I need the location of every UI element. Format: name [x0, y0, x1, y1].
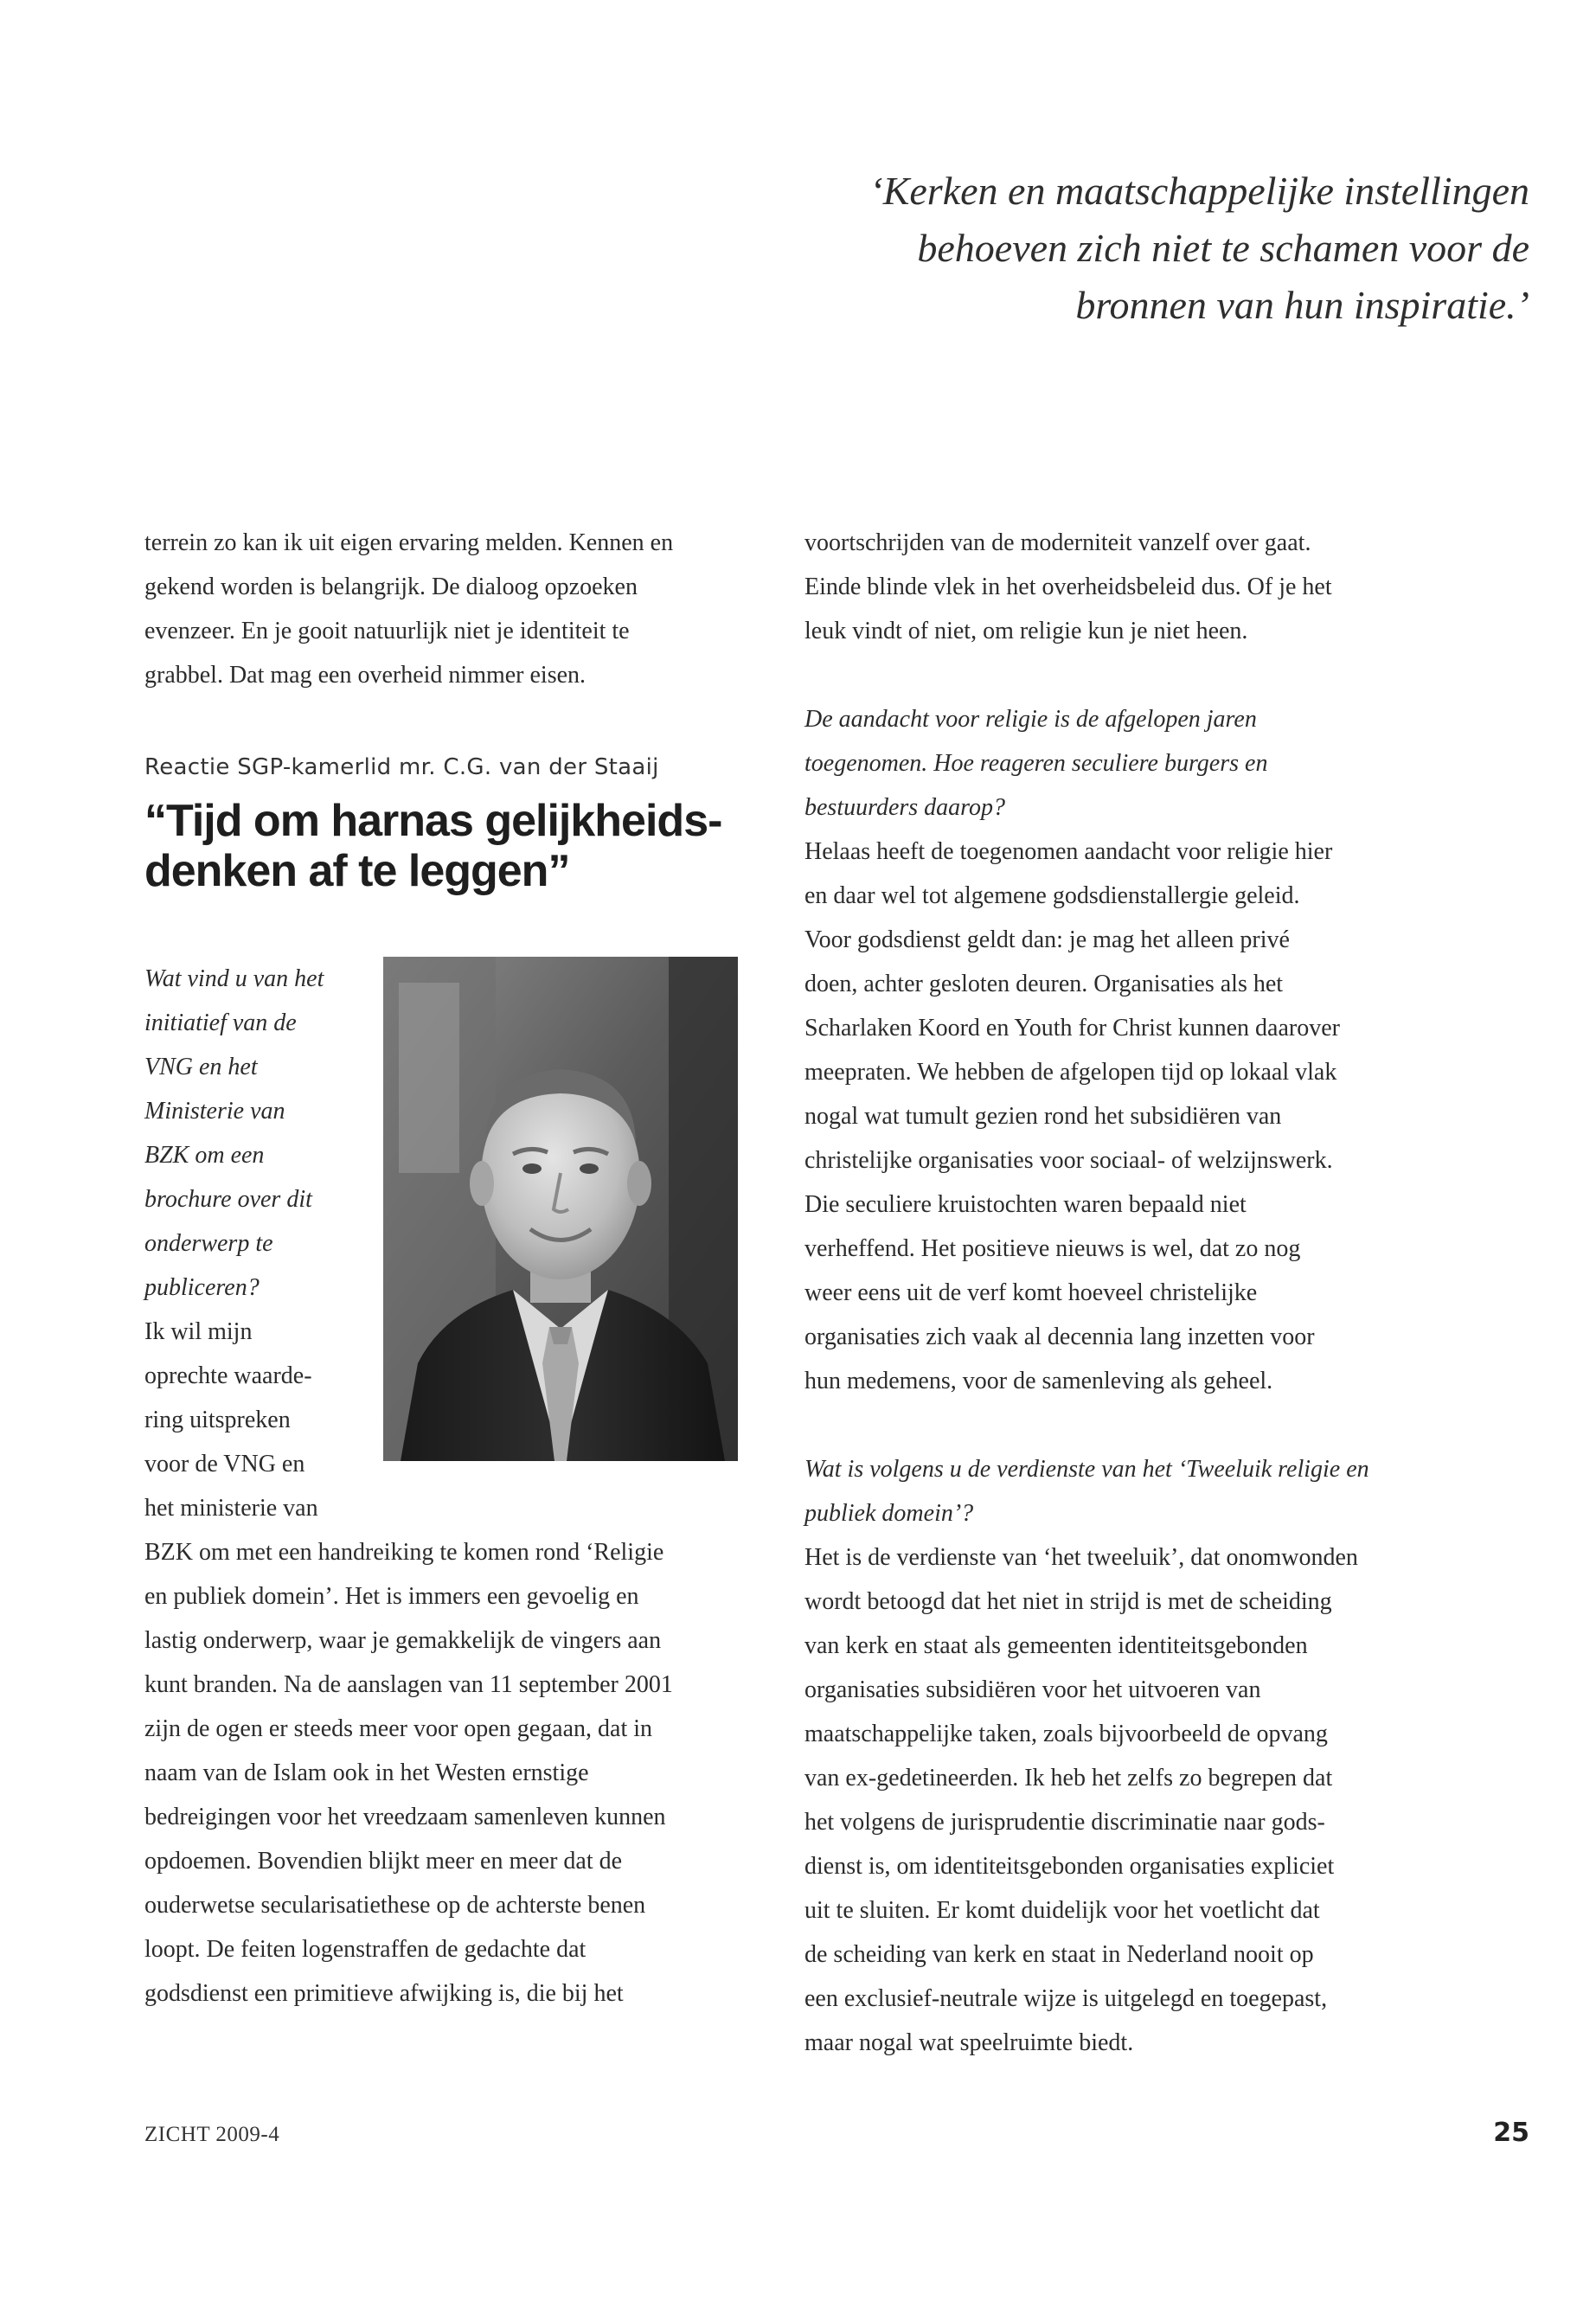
question-line: publiceren?: [144, 1274, 260, 1301]
portrait-photo: [383, 957, 738, 1461]
question-line: Wat vind u van het: [144, 965, 324, 992]
publication-footer: ZICHT 2009-4: [144, 2123, 280, 2146]
interview-block: [144, 957, 759, 2016]
answer-line: Het is de verdienste van ‘het tweeluik’, dat onomwonden: [804, 1544, 1358, 1571]
answer-line: Voor godsdienst geldt dan: je mag het alleen privé: [804, 926, 1290, 953]
question-line: Ministerie van: [144, 1098, 285, 1125]
answer-line: en publiek domein’. Het is immers een gevoelig en: [144, 1583, 639, 1610]
interview-answer: [804, 830, 1419, 1403]
pull-quote-line: behoeven zich niet te schamen voor de: [917, 226, 1529, 270]
answer-line: naam van de Islam ook in het Westen ernstige: [144, 1759, 589, 1786]
text-line: terrein zo kan ik uit eigen ervaring melden. Kennen en: [144, 529, 674, 556]
right-column: [804, 521, 1419, 2065]
question-line: BZK om een: [144, 1142, 265, 1169]
intro-paragraph: [144, 521, 759, 697]
answer-line: ouderwetse secularisatiethese op de achterste benen: [144, 1892, 646, 1919]
answer-line: Ik wil mijn: [144, 1318, 253, 1345]
continued-paragraph: [804, 521, 1419, 653]
answer-line: nogal wat tumult gezien rond het subsidiëren van: [804, 1103, 1282, 1130]
answer-line: christelijke organisaties voor sociaal- of welzijnswerk.: [804, 1147, 1333, 1174]
question-line: De aandacht voor religie is de afgelopen jaren: [804, 706, 1257, 733]
answer-line: van kerk en staat als gemeenten identiteitsgebonden: [804, 1632, 1308, 1659]
answer-line: meepraten. We hebben de afgelopen tijd op lokaal vlak: [804, 1059, 1337, 1086]
question-line: brochure over dit: [144, 1186, 312, 1213]
answer-line: van ex-gedetineerden. Ik heb het zelfs zo begrepen dat: [804, 1765, 1333, 1791]
answer-line: Die seculiere kruistochten waren bepaald niet: [804, 1191, 1247, 1218]
question-line: initiatief van de: [144, 1009, 297, 1036]
page-number: 25: [1493, 2118, 1529, 2148]
left-column: [144, 521, 759, 2016]
answer-line: uit te sluiten. Er komt duidelijk voor het voetlicht dat: [804, 1897, 1320, 1924]
answer-line: zijn de ogen er steeds meer voor open gegaan, dat in: [144, 1715, 653, 1742]
answer-line: organisaties subsidiëren voor het uitvoeren van: [804, 1676, 1261, 1703]
pull-quote-line: bronnen van hun inspiratie.’: [1075, 283, 1529, 327]
answer-line: wordt betoogd dat het niet in strijd is met de scheiding: [804, 1588, 1332, 1615]
answer-line: maatschappelijke taken, zoals bijvoorbeeld de opvang: [804, 1721, 1328, 1747]
answer-line: voor de VNG en: [144, 1451, 305, 1477]
answer-line: opdoemen. Bovendien blijkt meer en meer dat de: [144, 1848, 623, 1875]
text-line: Einde blinde vlek in het overheidsbeleid dus. Of je het: [804, 574, 1332, 600]
text-line: voortschrijden van de moderniteit vanzelf over gaat.: [804, 529, 1311, 556]
answer-line: Helaas heeft de toegenomen aandacht voor religie hier: [804, 838, 1333, 865]
answer-line: hun medemens, voor de samenleving als geheel.: [804, 1368, 1273, 1394]
answer-line: maar nogal wat speelruimte biedt.: [804, 2029, 1134, 2056]
article-headline: [144, 796, 759, 896]
text-line: leuk vindt of niet, om religie kun je niet heen.: [804, 618, 1248, 644]
answer-line: doen, achter gesloten deuren. Organisaties als het: [804, 971, 1284, 997]
answer-line: een exclusief-neutrale wijze is uitgelegd en toegepast,: [804, 1985, 1328, 2012]
interview-answer: [804, 1535, 1419, 2065]
answer-line: weer eens uit de verf komt hoeveel christelijke: [804, 1279, 1258, 1306]
question-line: toegenomen. Hoe reageren seculiere burgers en: [804, 750, 1268, 777]
answer-line: bedreigingen voor het vreedzaam samenleven kunnen: [144, 1804, 666, 1830]
interview-question: [804, 697, 1419, 830]
question-line: onderwerp te: [144, 1230, 273, 1257]
answer-line: het volgens de jurisprudentie discriminatie naar gods-: [804, 1809, 1325, 1836]
answer-line: Scharlaken Koord en Youth for Christ kunnen daarover: [804, 1015, 1340, 1042]
answer-line: kunt branden. Na de aanslagen van 11 september 2001: [144, 1671, 673, 1698]
answer-line: verheffend. Het positieve nieuws is wel, dat zo nog: [804, 1235, 1301, 1262]
portrait-image: [383, 957, 738, 1461]
answer-line: dienst is, om identiteitsgebonden organisaties expliciet: [804, 1853, 1335, 1880]
answer-line: de scheiding van kerk en staat in Nederland nooit op: [804, 1941, 1314, 1968]
text-line: grabbel. Dat mag een overheid nimmer eisen.: [144, 662, 586, 689]
answer-line: organisaties zich vaak al decennia lang inzetten voor: [804, 1324, 1315, 1350]
text-line: evenzeer. En je gooit natuurlijk niet je identiteit te: [144, 618, 630, 644]
answer-line: lastig onderwerp, waar je gemakkelijk de vingers aan: [144, 1627, 662, 1654]
headline-line: “Tijd om harnas gelijkheids-: [144, 796, 722, 846]
answer-line: BZK om met een handreiking te komen rond ‘Religie: [144, 1539, 664, 1566]
text-line: gekend worden is belangrijk. De dialoog opzoeken: [144, 574, 638, 600]
answer-line: en daar wel tot algemene godsdienstallergie geleid.: [804, 882, 1300, 909]
question-line: bestuurders daarop?: [804, 794, 1006, 821]
article-subhead: Reactie SGP-kamerlid mr. C.G. van der Staaij: [144, 754, 659, 780]
answer-line: loopt. De feiten logenstraffen de gedachte dat: [144, 1936, 586, 1963]
pull-quote-line: ‘Kerken en maatschappelijke instellingen: [869, 169, 1529, 213]
answer-line: oprechte waarde-: [144, 1362, 312, 1389]
answer-line: godsdienst een primitieve afwijking is, die bij het: [144, 1980, 624, 2007]
headline-line: denken af te leggen”: [144, 846, 570, 896]
question-line: publiek domein’?: [804, 1500, 974, 1527]
answer-line: het ministerie van: [144, 1495, 318, 1522]
pull-quote: [761, 163, 1529, 334]
question-line: Wat is volgens u de verdienste van het ‘Tweeluik religie en: [804, 1456, 1369, 1483]
interview-question: [804, 1447, 1419, 1535]
question-line: VNG en het: [144, 1054, 258, 1080]
answer-line: ring uitspreken: [144, 1407, 291, 1433]
